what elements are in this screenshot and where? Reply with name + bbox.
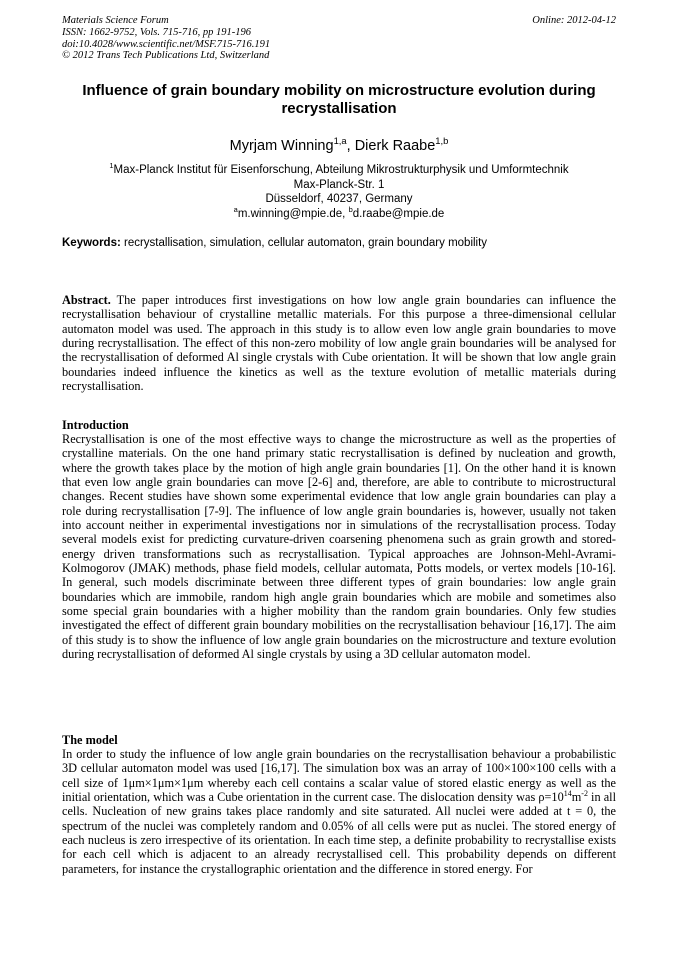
section-heading-introduction: Introduction xyxy=(62,418,129,432)
email-link: m.winning@mpie.de, xyxy=(237,207,349,220)
keywords-text: recrystallisation, simulation, cellular automaton, grain boundary mobility xyxy=(120,237,488,249)
author-emails xyxy=(62,204,616,222)
online-date: Online: 2012-04-12 xyxy=(532,15,616,26)
keywords-line xyxy=(62,236,616,250)
exponent: -2 xyxy=(581,788,588,798)
running-header xyxy=(62,15,616,62)
author-name: Myrjam Winning xyxy=(229,138,334,154)
introduction-paragraph: Recrystallisation is one of the most effective ways to change the microstructure as well as the properties of crystalline materials. On the one hand primary static recrystallisation is defined by nucleation and growth, where the growth takes place by the motion of high angle grain boundaries [1]. On the other hand it is known that even low angle grain boundaries can move [2-6] and, therefore, are able to contribute to microstructural changes. Recent studies have shown some experimental evidence that low angle grain boundaries can play a role during recrystallisation [7-9]. The influence of low angle grain boundaries is, however, usually not taken into account neither in experimental investigations nor in simulations of the recrystallisation process. Today several models exist for predicting curvature-driven coarsening phenomena such as grain growth and stored-energy driven transformations such as recrystallisation. Typical approaches are Johnson-Mehl-Avrami-Kolmogorov (JMAK) methods, phase field models, cellular automata, Potts models, or vertex models [10-16]. In general, such models discriminate between three different types of grain boundaries: low angle grain boundaries which are immobile, random high angle grain boundaries which are mobile and sometimes also some special grain boundaries with a higher mobility than the random grain boundaries. Only few studies investigated the effect of different grain boundary mobilities on the recrystallisation behaviour [16,17]. The aim of this study is to show the influence of low angle grain boundaries on the microstructure and texture evolution during recrystallisation of deformed Al single crystals by using a 3D cellular automaton model. xyxy=(62,432,616,662)
author-list xyxy=(62,137,616,155)
abstract-label: Abstract. xyxy=(62,293,111,307)
affiliation-city: Düsseldorf, 40237, Germany xyxy=(265,193,413,206)
email-link: d.raabe@mpie.de xyxy=(352,207,445,220)
author-affiliation-mark: 1,a xyxy=(333,135,347,147)
doi-line: doi:10.4028/www.scientific.net/MSF.715-716.191 xyxy=(62,38,271,50)
affiliation-street: Max-Planck-Str. 1 xyxy=(293,178,385,191)
journal-name: Materials Science Forum xyxy=(62,15,169,26)
author-separator: , xyxy=(346,138,355,154)
author-affiliation-mark: 1,b xyxy=(435,135,449,147)
affiliation-institute: $^1$Max-Planck Institut für Eisenforschung, Abteilung Mikrostrukturphysik und Umformtechnik xyxy=(109,161,569,176)
email-mark: b xyxy=(348,204,353,214)
paper-title: Influence of grain boundary mobility on microstructure evolution during recrystallisation xyxy=(82,82,596,117)
affiliation-block xyxy=(62,163,616,221)
model-paragraph: In order to study the influence of low angle grain boundaries on the recrystallisation behaviour a probabilistic 3D cellular automaton model was used [16,17]. The simulation box was an array of 100×100×100 cells with a cell size of 1μm×1μm×1μm whereby each cell contains a scalar value of stored elastic energy as well as the initial orientation, which was a Cube orientation in the current case. The dislocation density was $\rho=10^{14}m^{-2}$ in all cells. Nucleation of new grains takes place randomly and site saturated. All nuclei were added at t = 0, the spectrum of the nuclei was completely random and 0.05% of all cells were put as nuclei. The stored energy of each nucleus is zero irrespective of its orientation. In each time step, a definite probability to recrystallise exists for each cell which is adjacent to an already recrystallised cell. This probability depends on different parameters, for instance the crystallographic orientation and the difference in stored energy. For xyxy=(62,747,616,876)
exponent: 14 xyxy=(563,788,572,798)
affiliation-mark: 1 xyxy=(109,161,114,171)
abstract-paragraph xyxy=(62,293,616,393)
keywords-label: Keywords: xyxy=(62,237,121,249)
abstract-text: The paper introduces first investigations on how low angle grain boundaries can influence the recrystallisation behaviour of crystalline metallic materials. For this purpose a three-dimensional cellular automaton model was used. The approach in this study is to allow even low angle grain boundaries to move during recrystallisation. The effect of this non-zero mobility of low angle grain boundaries will be analysed for the recrystallisation of deformed Al single crystals with Cube orientation. It will be shown that low angle grain boundaries indeed influence the kinetics as well as the texture evolution of metallic materials during recrystallisation. xyxy=(62,293,616,394)
copyright-line: © 2012 Trans Tech Publications Ltd, Switzerland xyxy=(62,50,270,62)
section-heading-model: The model xyxy=(62,733,118,747)
issn-line: ISSN: 1662-9752, Vols. 715-716, pp 191-196 xyxy=(62,26,251,38)
author-name: Dierk Raabe xyxy=(354,138,436,154)
email-mark: a xyxy=(233,204,238,214)
